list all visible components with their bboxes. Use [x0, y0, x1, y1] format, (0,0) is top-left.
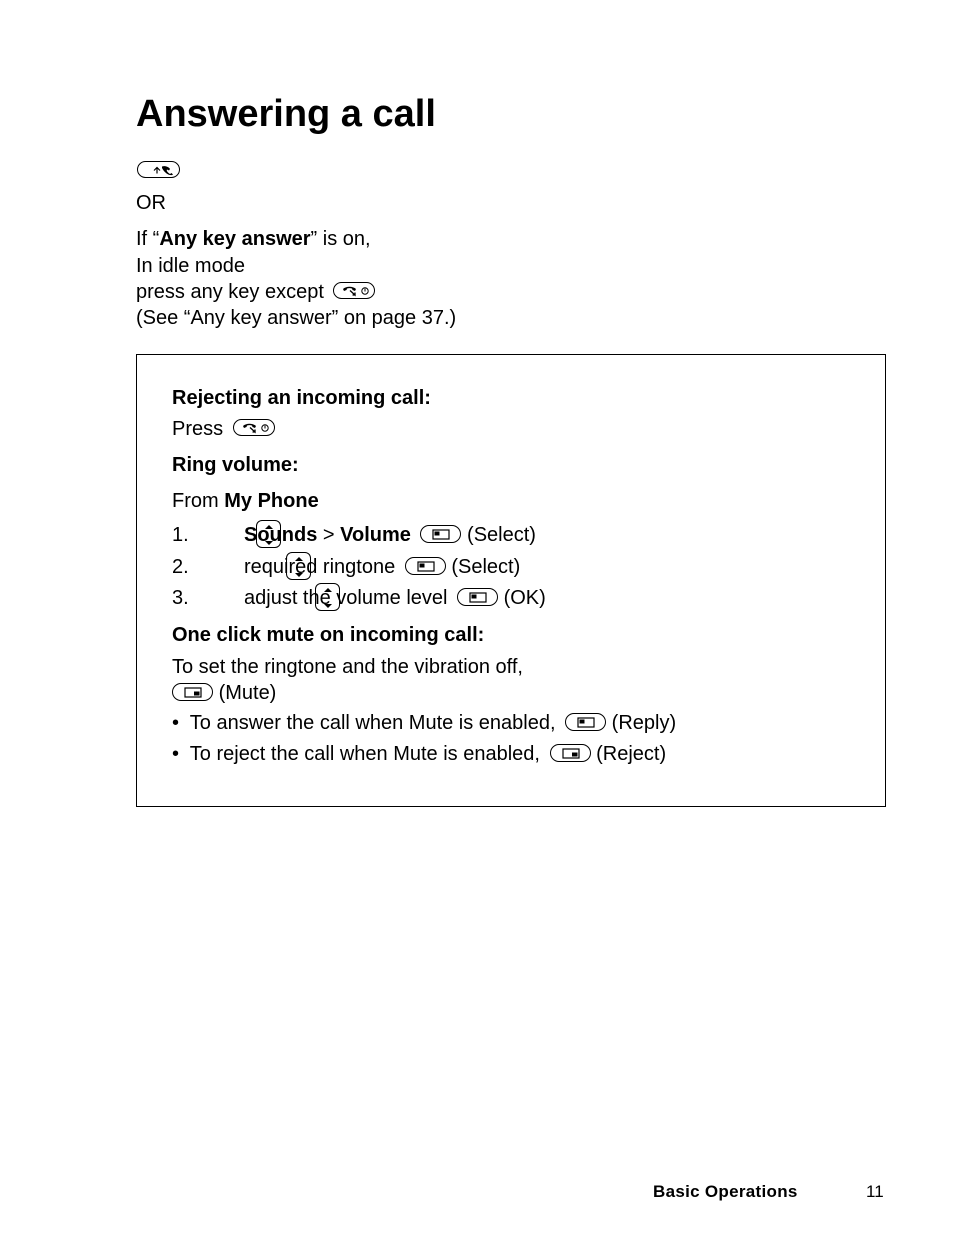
left-soft-key-icon	[565, 713, 606, 731]
mute-action: (Mute)	[172, 681, 276, 705]
any-key-answer-label: Any key answer	[159, 228, 311, 250]
footer-section-title: Basic Operations	[653, 1182, 798, 1201]
mute-heading: One click mute on incoming call:	[172, 624, 485, 646]
step-text: Sounds > Volume (Select)	[244, 524, 536, 546]
step-number: 3.	[172, 587, 189, 609]
list-item: • To answer the call when Mute is enabled, (Reply)	[172, 712, 677, 734]
page-number: 11	[866, 1182, 884, 1201]
press-any-key-line: press any key except	[136, 280, 375, 304]
any-key-condition: If “Any key answer” is on,	[136, 228, 371, 250]
right-soft-key-icon	[550, 744, 591, 762]
or-text: OR	[136, 192, 166, 214]
reject-heading: Rejecting an incoming call:	[172, 387, 431, 409]
left-soft-key-icon	[457, 588, 498, 606]
end-power-key-icon	[233, 419, 275, 436]
reject-press-line: Press	[172, 417, 275, 441]
left-soft-key-icon	[420, 525, 461, 543]
page-title: Answering a call	[136, 93, 436, 135]
step-text: required ringtone (Select)	[244, 556, 521, 578]
idle-mode-text: In idle mode	[136, 255, 245, 277]
end-power-key-icon	[333, 282, 375, 299]
send-call-key-icon	[137, 161, 180, 178]
mute-description: To set the ringtone and the vibration off,	[172, 656, 523, 678]
ring-volume-heading: Ring volume:	[172, 454, 299, 476]
right-soft-key-icon	[172, 683, 213, 701]
step-text: adjust the volume level (OK)	[244, 587, 546, 609]
from-my-phone: From My Phone	[172, 490, 319, 512]
step-number: 2.	[172, 556, 189, 578]
list-item: • To reject the call when Mute is enabled, (Reject)	[172, 743, 667, 765]
see-reference-text: (See “Any key answer” on page 37.)	[136, 307, 457, 329]
left-soft-key-icon	[405, 557, 446, 575]
step-number: 1.	[172, 524, 189, 546]
